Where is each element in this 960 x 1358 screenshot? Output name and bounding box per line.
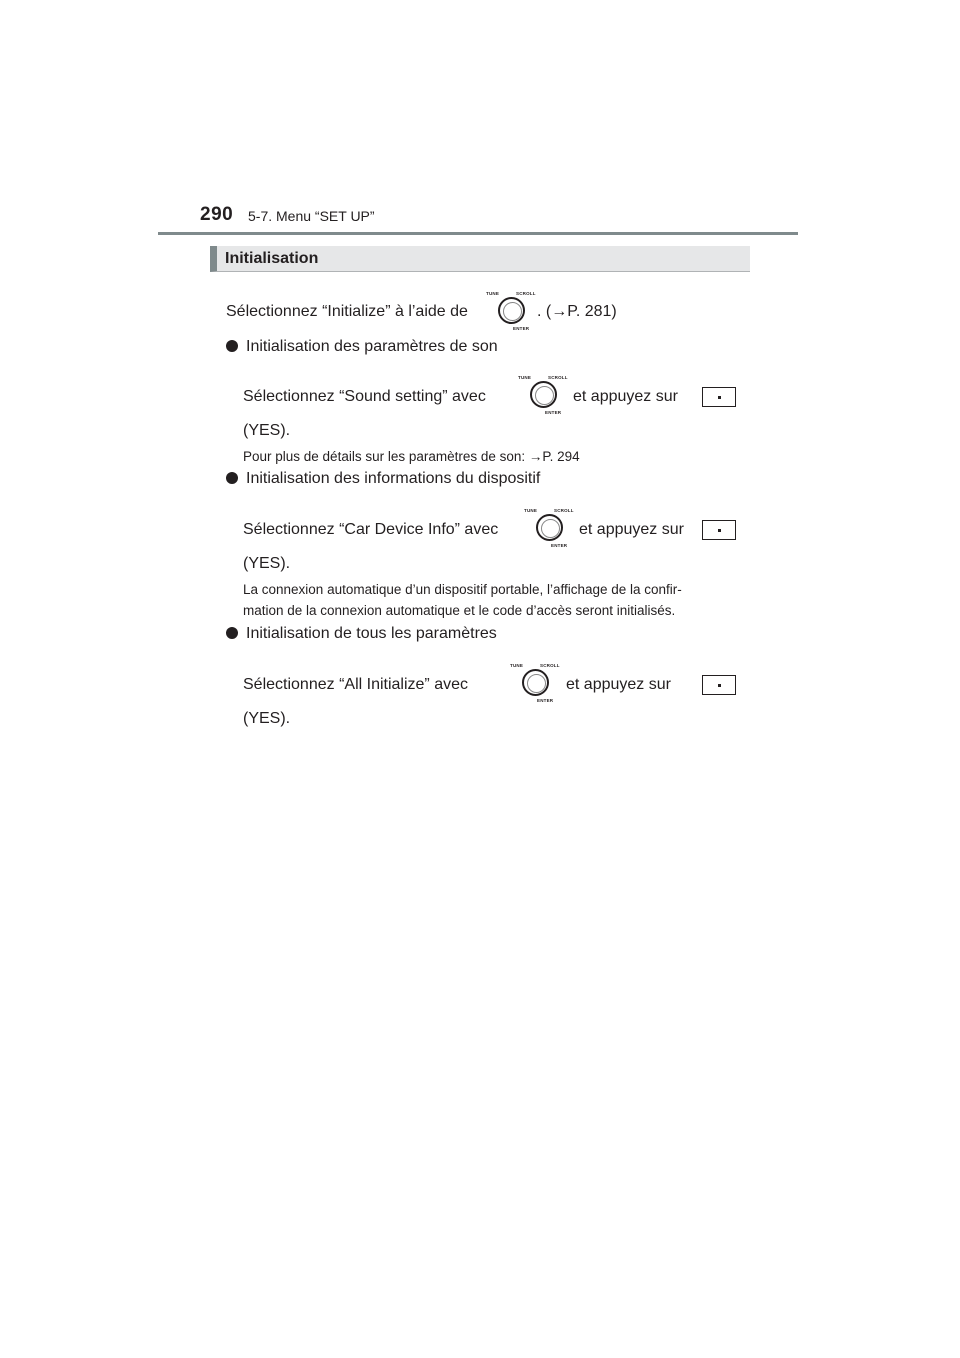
- bullet-heading-device: [226, 470, 540, 488]
- section-header: [210, 246, 750, 272]
- bullet-icon: [226, 340, 238, 352]
- tune-scroll-knob-icon: [510, 663, 562, 707]
- tune-scroll-knob-icon: [524, 508, 576, 552]
- knob-label-tune: TUNE: [510, 663, 524, 668]
- item-text-before: Sélectionnez “All Initialize” avec: [243, 676, 468, 693]
- bullet-heading-sound: [226, 338, 498, 356]
- knob-circle: [498, 297, 525, 324]
- knob-label-scroll: SCROLL: [516, 291, 536, 296]
- chapter-title: 5-7. Menu “SET UP”: [248, 208, 375, 224]
- knob-label-enter: ENTER: [537, 698, 554, 703]
- bullet-heading-label: Initialisation de tous les paramètres: [246, 625, 497, 642]
- item-text-after: et appuyez sur: [579, 521, 684, 538]
- item-text-before: Sélectionnez “Sound setting” avec: [243, 388, 486, 405]
- yes-key-icon: [702, 520, 736, 540]
- knob-label-scroll: SCROLL: [554, 508, 574, 513]
- item-text-after: et appuyez sur: [566, 676, 671, 693]
- intro-text-before: Sélectionnez “Initialize” à l’aide de: [226, 303, 468, 320]
- intro-text-after: . (→P. 281): [537, 303, 617, 320]
- knob-label-tune: TUNE: [524, 508, 538, 513]
- section-title: Initialisation: [225, 250, 319, 267]
- yes-key-icon: [702, 387, 736, 407]
- item-yes-label: (YES).: [243, 555, 291, 572]
- item-note-line: La connexion automatique d’un dispositif portable, l’affichage de la confir-: [243, 582, 682, 597]
- item-yes-label: (YES).: [243, 422, 291, 439]
- tune-scroll-knob-icon: [518, 375, 570, 419]
- yes-key-icon: [702, 675, 736, 695]
- tune-scroll-knob-icon: [486, 291, 538, 335]
- knob-label-enter: ENTER: [545, 410, 562, 415]
- knob-circle: [522, 669, 549, 696]
- header-rule: [158, 232, 798, 235]
- bullet-heading-label: Initialisation des informations du dispositif: [246, 470, 541, 487]
- item-note-line: Pour plus de détails sur les paramètres de son: →P. 294: [243, 449, 580, 464]
- knob-circle: [530, 381, 557, 408]
- knob-circle: [536, 514, 563, 541]
- item-text-after: et appuyez sur: [573, 388, 678, 405]
- item-yes-label: (YES).: [243, 710, 291, 727]
- bullet-heading-label: Initialisation des paramètres de son: [246, 338, 498, 355]
- item-note-line: mation de la connexion automatique et le code d’accès seront initialisés.: [243, 603, 676, 618]
- bullet-heading-all: [226, 625, 497, 643]
- knob-label-scroll: SCROLL: [540, 663, 560, 668]
- bullet-icon: [226, 472, 238, 484]
- knob-label-tune: TUNE: [486, 291, 500, 296]
- knob-label-enter: ENTER: [551, 543, 568, 548]
- page-number: 290: [200, 204, 234, 225]
- bullet-icon: [226, 627, 238, 639]
- knob-label-enter: ENTER: [513, 326, 530, 331]
- knob-label-scroll: SCROLL: [548, 375, 568, 380]
- knob-label-tune: TUNE: [518, 375, 532, 380]
- item-text-before: Sélectionnez “Car Device Info” avec: [243, 521, 499, 538]
